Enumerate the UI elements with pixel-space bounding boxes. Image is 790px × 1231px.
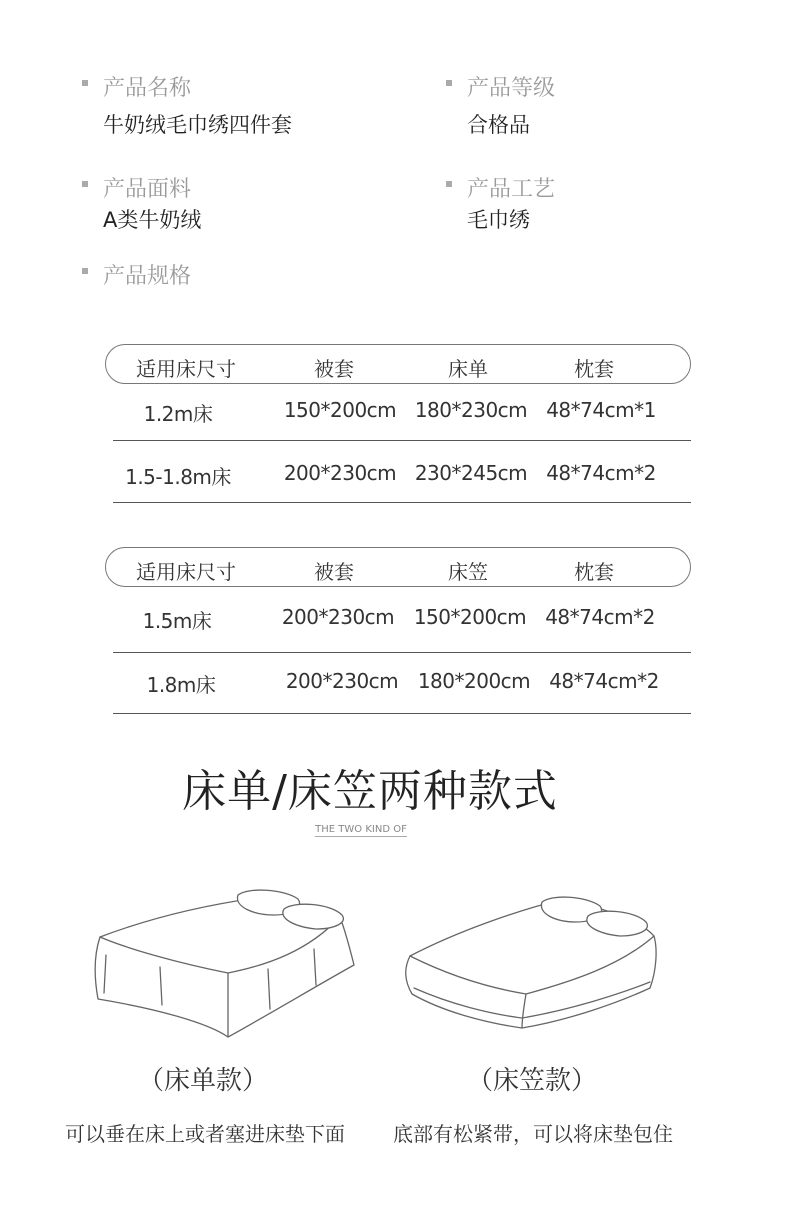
table-header xyxy=(105,547,691,587)
flat-sheet-bed-icon xyxy=(88,885,360,1045)
row-divider xyxy=(113,502,691,503)
bullet-icon xyxy=(82,181,88,187)
table-cell: 200*230cm xyxy=(283,461,397,485)
fitted-sheet-bed-icon xyxy=(400,890,670,1032)
table-cell: 48*74cm*2 xyxy=(545,605,655,629)
header-cell: 适用床尺寸 xyxy=(136,560,236,584)
table-cell: 150*200cm xyxy=(283,398,397,422)
bullet-icon xyxy=(446,181,452,187)
style-name-fitted-sheet: （床笠款） xyxy=(466,1066,598,1096)
header-cell: 床单 xyxy=(448,357,488,381)
field-value: 牛奶绒毛巾绣四件套 xyxy=(103,113,292,137)
field-label: 产品名称 xyxy=(103,76,192,101)
header-cell: 枕套 xyxy=(574,357,614,381)
header-cell: 适用床尺寸 xyxy=(136,357,236,381)
row-divider xyxy=(113,440,691,441)
bullet-icon xyxy=(446,80,452,86)
field-label: 产品等级 xyxy=(467,76,556,101)
table-cell: 200*230cm xyxy=(281,605,395,629)
row-divider xyxy=(113,713,691,714)
style-name-flat-sheet: （床单款） xyxy=(137,1066,269,1096)
table-cell: 48*74cm*2 xyxy=(549,669,659,693)
style-desc-fitted-sheet: 底部有松紧带，可以将床垫包住 xyxy=(393,1122,673,1146)
table-cell: 180*200cm xyxy=(417,669,531,693)
table-cell: 1.5m床 xyxy=(142,609,212,633)
table-cell: 48*74cm*2 xyxy=(546,461,656,485)
size-table-flat-sheet xyxy=(105,344,691,504)
table-header xyxy=(105,344,691,384)
header-cell: 枕套 xyxy=(574,560,614,584)
section-title: 床单/床笠两种款式 xyxy=(182,766,558,817)
bullet-icon xyxy=(82,80,88,86)
table-cell: 180*230cm xyxy=(414,398,528,422)
header-cell: 床笠 xyxy=(448,560,488,584)
style-desc-flat-sheet: 可以垂在床上或者塞进床垫下面 xyxy=(65,1122,345,1146)
row-divider xyxy=(113,652,691,653)
bullet-icon xyxy=(82,268,88,274)
header-cell: 被套 xyxy=(314,357,354,381)
field-value: 毛巾绣 xyxy=(467,208,530,232)
table-cell: 48*74cm*1 xyxy=(546,398,656,422)
section-subtitle xyxy=(0,824,722,835)
field-value: 合格品 xyxy=(467,113,530,137)
table-cell: 230*245cm xyxy=(414,461,528,485)
section-subtitle-text: THE TWO KIND OF xyxy=(315,824,407,835)
table-cell: 1.8m床 xyxy=(146,673,216,697)
field-value: A类牛奶绒 xyxy=(103,208,202,232)
size-table-fitted-sheet xyxy=(105,547,691,717)
field-label: 产品工艺 xyxy=(467,177,556,202)
table-cell: 150*200cm xyxy=(413,605,527,629)
field-label: 产品规格 xyxy=(103,264,192,289)
table-cell: 200*230cm xyxy=(285,669,399,693)
header-cell: 被套 xyxy=(314,560,354,584)
table-cell: 1.2m床 xyxy=(143,402,213,426)
table-cell: 1.5-1.8m床 xyxy=(125,465,231,489)
field-label: 产品面料 xyxy=(103,177,192,202)
